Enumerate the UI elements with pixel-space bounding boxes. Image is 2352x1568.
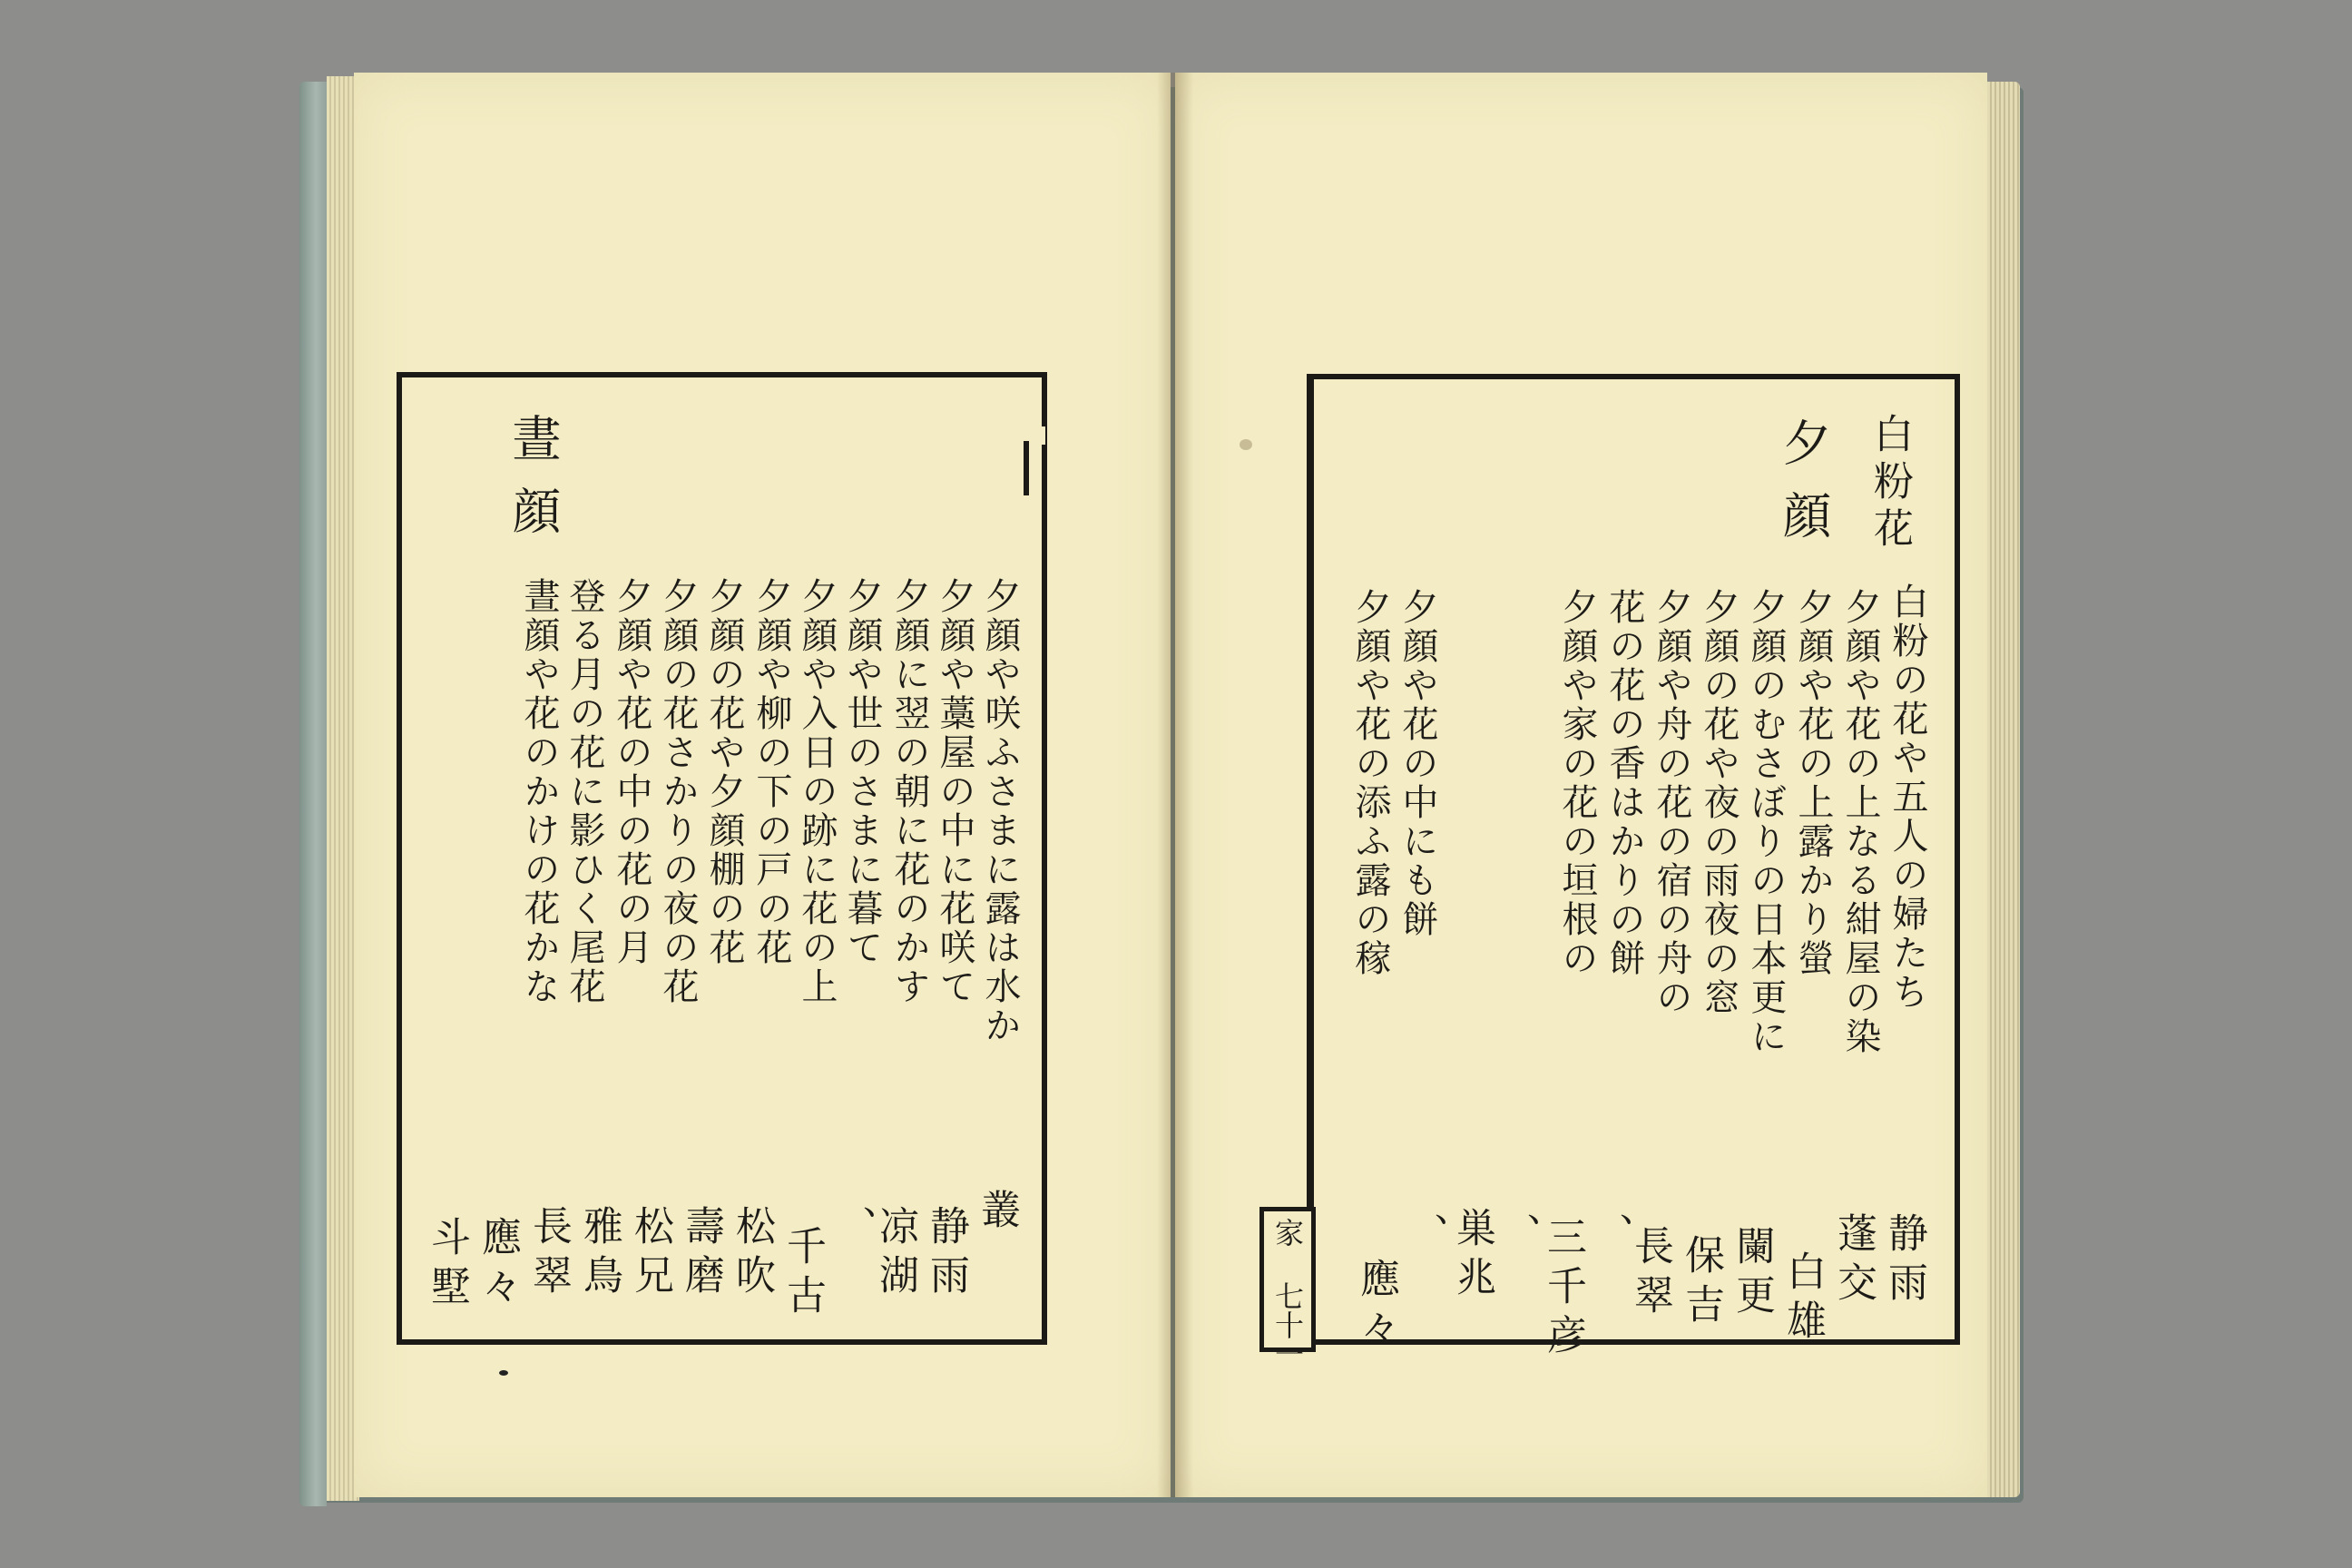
author-name: 松兄 [627,1205,673,1303]
author-name: 應々 [1353,1258,1399,1356]
author-name: 三千彦 [1540,1216,1586,1363]
folio-number: 家 七十一 [1270,1218,1305,1368]
verse-line: 登る月の花に影ひく尾花 [564,577,605,1006]
paper-spot [1240,439,1252,450]
author-name: 凉湖 [872,1205,918,1303]
verse-line: 夕顔や柳の下の戸の花 [750,577,792,967]
verse-line: 夕顔や咲ふさまに露は水か [979,577,1021,1045]
right-page-title: 夕顔 [1775,417,1832,563]
verse-line: 夕顔や花の中にも餅 [1396,588,1438,939]
verse-line: 夕顔や花の上露かり螢 [1792,588,1834,978]
verse-line: 夕顔の花や夜の雨夜の窓 [1698,588,1740,1017]
verse-line: 夕顔や藁屋の中に花咲て [934,577,975,1006]
author-name: 静雨 [1881,1212,1927,1310]
verse-line: 夕顔や家の花の垣根の [1556,588,1598,978]
verse-line: 晝顔や花のかけの花かな [518,577,560,1006]
author-name: 保吉 [1678,1234,1724,1332]
verse-line: 白粉の花や五人の婦たち [1886,583,1928,1012]
verse-line: 夕顔に翌の朝に花のかす [888,577,930,1006]
verse-line: 夕顔の花や夕顔棚の花 [703,577,745,967]
verse-line: 夕顔や花の添ふ露の稼 [1349,588,1391,978]
verse-line: 花の花の香はかりの餅 [1603,588,1645,978]
right-page-subtitle: 白粉花 [1867,413,1913,554]
author-name: 静雨 [923,1205,969,1303]
author-name: 叢 [974,1189,1020,1238]
author-name: 應々 [475,1216,521,1314]
book-gutter [1157,73,1193,1497]
author-name: 、 [830,1205,877,1254]
left-page-title: 晝顔 [505,413,562,558]
frame-notch-rule [1024,441,1029,495]
verse-line: 夕顔の花さかりの夜の花 [657,577,699,1006]
author-name: 長翠 [525,1205,572,1303]
verse-line: 夕顔や世のさまに暮て [841,577,883,967]
paper-spot [499,1370,508,1376]
verse-line: 夕顔のむさぼりの日本更に [1745,588,1787,1056]
verse-line: 夕顔や花の中の花の月 [611,577,652,967]
verse-line: 夕顔や花の上なる紺屋の染 [1839,588,1881,1056]
verse-line: 夕顔や舟の花の宿の舟の [1651,588,1692,1017]
author-name: 、 [1402,1212,1448,1261]
author-name: 蓬交 [1830,1212,1877,1310]
verse-line: 夕顔や入日の跡に花の上 [796,577,838,1006]
author-name: 白雄 [1779,1250,1826,1348]
book-cover-edge [299,82,327,1506]
author-name: 長翠 [1627,1225,1673,1323]
author-name: 松吹 [729,1205,775,1303]
author-name: 千古 [779,1225,826,1323]
author-name: 壽磨 [678,1205,724,1303]
author-name: 、 [1494,1212,1541,1261]
author-name: 雅鳥 [576,1205,622,1303]
author-name: 巣兆 [1449,1207,1495,1305]
author-name: 、 [1587,1212,1633,1261]
author-name: 闌更 [1729,1225,1775,1323]
author-name: 斗墅 [424,1216,470,1314]
